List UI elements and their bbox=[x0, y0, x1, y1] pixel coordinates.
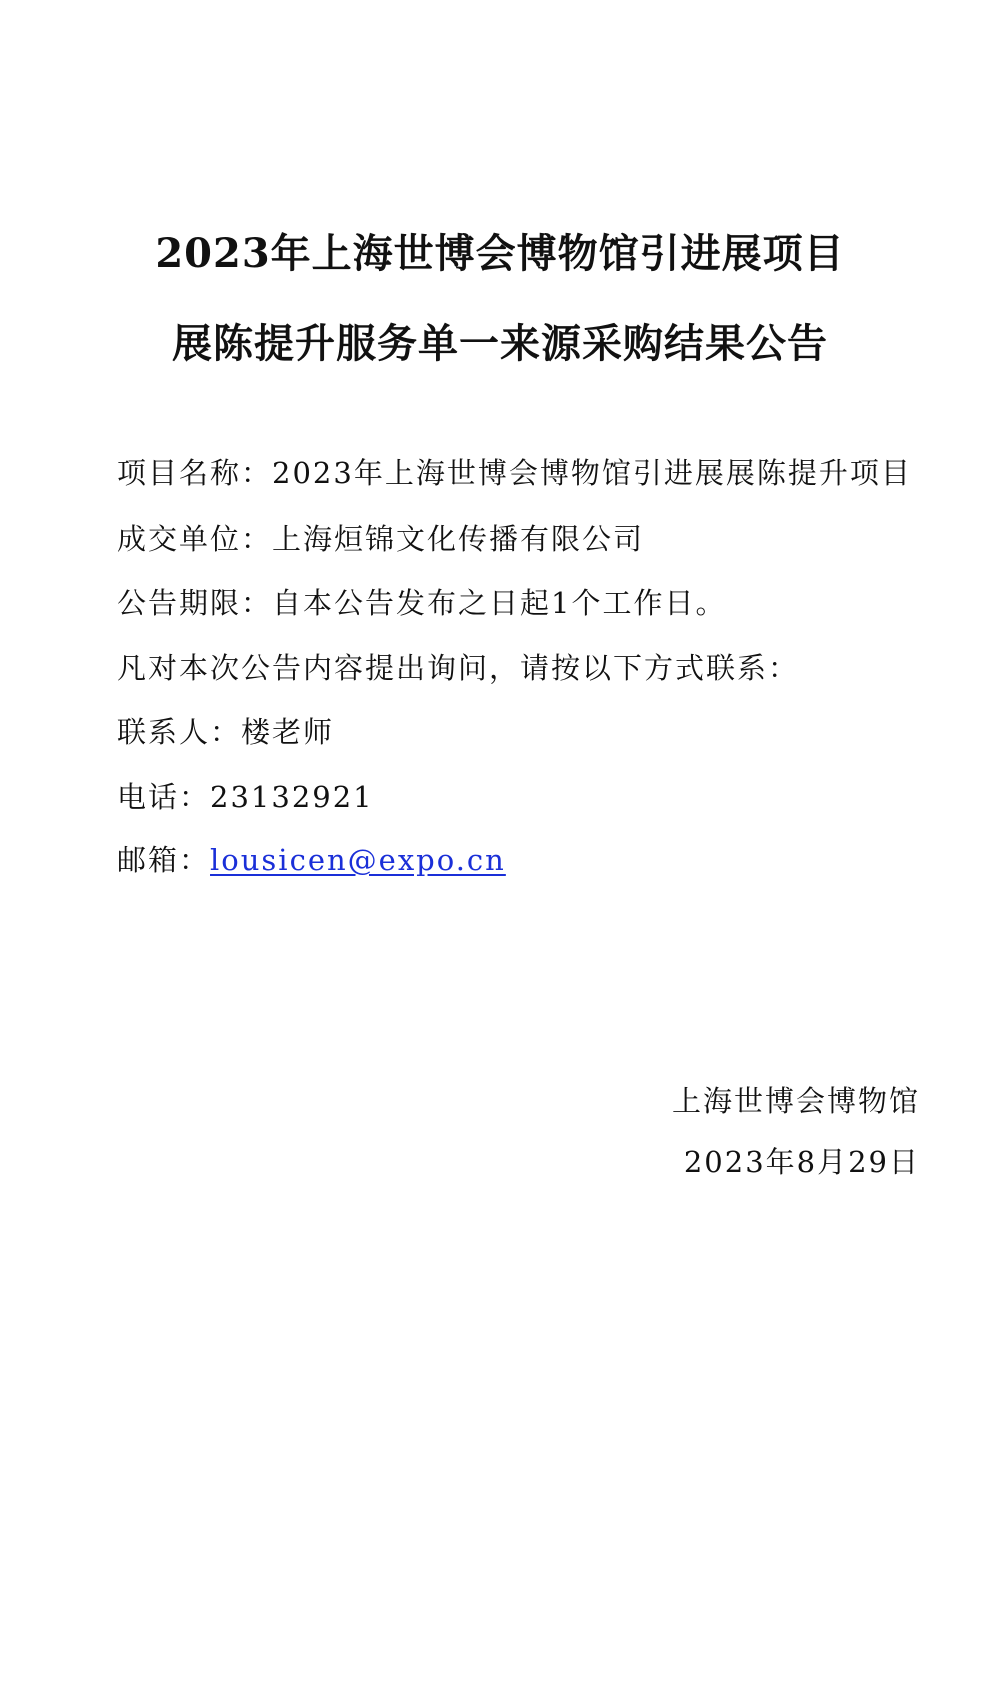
email-row bbox=[117, 843, 506, 877]
email-label: 邮箱： bbox=[117, 843, 211, 877]
phone-row bbox=[117, 780, 374, 814]
notice-period-label: 公告期限： bbox=[117, 586, 273, 620]
contact-person-value: 楼老师 bbox=[241, 715, 335, 749]
winning-bidder-value: 上海烜锦文化传播有限公司 bbox=[272, 522, 645, 556]
contact-person-label: 联系人： bbox=[117, 715, 242, 749]
document-title-line-1: 2023年上海世博会博物馆引进展项目 bbox=[155, 230, 845, 277]
winning-bidder-label: 成交单位： bbox=[117, 522, 273, 556]
signature-organization: 上海世博会博物馆 bbox=[671, 1084, 920, 1118]
project-name-value: 2023年上海世博会博物馆引进展展陈提升项目 bbox=[272, 456, 912, 490]
notice-period-row bbox=[117, 586, 727, 620]
notice-period-value: 自本公告发布之日起1个工作日。 bbox=[272, 586, 727, 620]
signature-date: 2023年8月29日 bbox=[683, 1145, 920, 1179]
project-name-row bbox=[117, 456, 912, 490]
winning-bidder-row bbox=[117, 522, 645, 556]
project-name-label: 项目名称： bbox=[117, 456, 273, 490]
email-link[interactable]: lousicen@expo.cn bbox=[210, 843, 506, 877]
document-title-line-2: 展陈提升服务单一来源采购结果公告 bbox=[172, 320, 828, 367]
phone-label: 电话： bbox=[117, 780, 211, 814]
inquiry-instruction: 凡对本次公告内容提出询问，请按以下方式联系： bbox=[117, 651, 800, 685]
phone-value: 23132921 bbox=[210, 780, 374, 814]
contact-person-row bbox=[117, 715, 335, 749]
